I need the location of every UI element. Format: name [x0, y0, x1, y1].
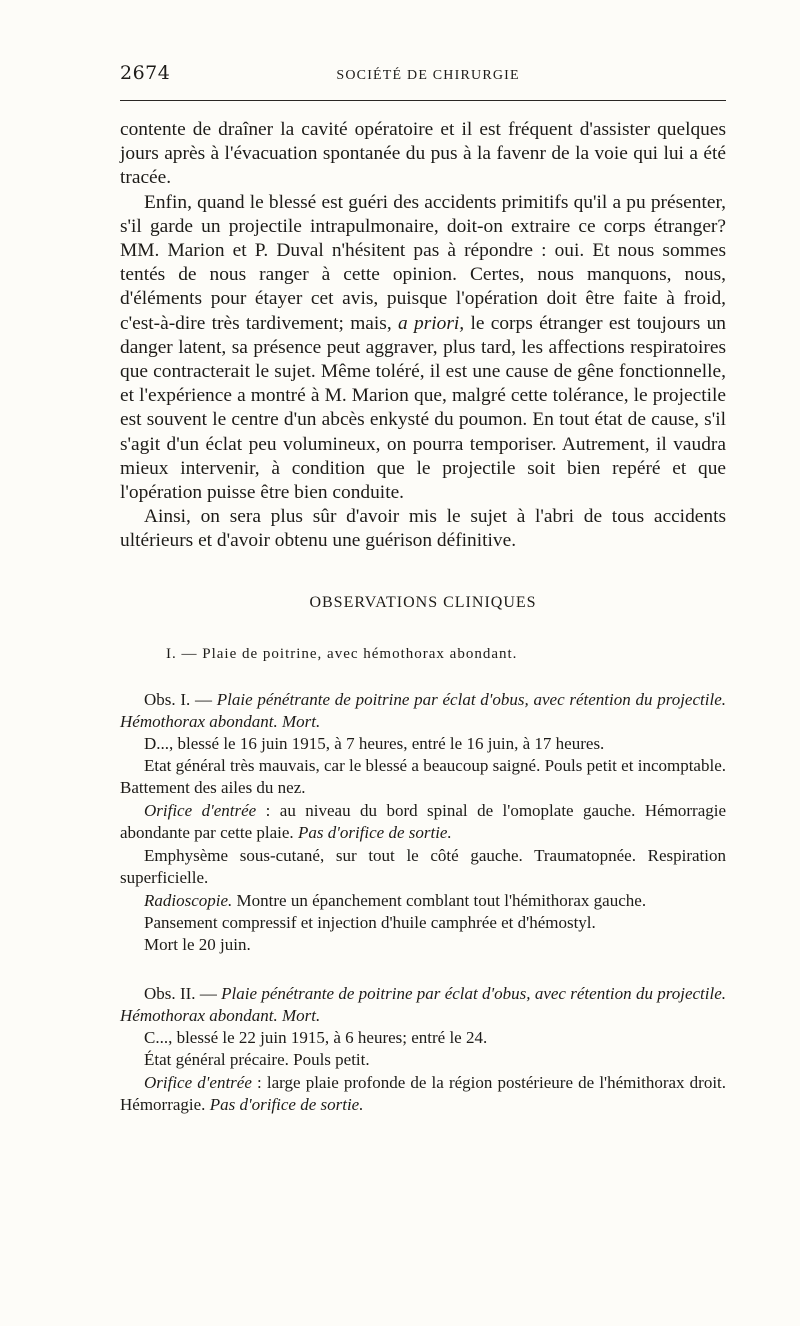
subsection-title: I. — Plaie de poitrine, avec hémothorax abondant.	[166, 645, 518, 662]
observation-2-heading	[120, 983, 726, 1027]
observation-1-radio-label: Radioscopie.	[144, 890, 233, 910]
observation-2-orifice-text: : large plaie profonde de la région postérieure de l'hémithorax droit. Hémorragie.	[120, 1072, 727, 1114]
observation-1-orifice	[120, 800, 726, 845]
a-priori-italic: a priori,	[398, 312, 465, 334]
observation-2-label: Obs. II. —	[144, 983, 217, 1003]
observation-2-line-2: État général précaire. Pouls petit.	[144, 1050, 370, 1070]
observation-1-orifice-label: Orifice d'entrée	[144, 800, 257, 820]
observation-1-heading	[120, 689, 726, 733]
observation-1-mort: Mort le 20 juin.	[144, 935, 251, 955]
paragraph-1: contente de draîner la cavité opératoire et il est fréquent d'assister quelques jours après à l'évacuation spontanée du pus à la favenr de la voie qui lui a été tracée.	[120, 119, 726, 189]
header-rule	[120, 100, 726, 101]
observation-1-pansement: Pansement compressif et injection d'huile camphrée et d'hémostyl.	[144, 912, 596, 932]
page-header	[120, 62, 726, 84]
paragraph-2	[120, 191, 726, 506]
paragraph-2-part-2: le corps étranger est toujours un danger latent, sa présence peut aggraver, plus tard, les affections respiratoires que contracterait le sujet. Même toléré, il est une cause de gêne fonctionnelle, et l'expérience a montré à M. Marion que, malgré cette tolérance, le projectile est souvent le centre d'un abcès enkysté du poumon. En tout état de cause, s'il s'agit d'un éclat peu volumineux, on pourra temporiser. Autrement, il vaudra mieux intervenir, à condition que le projectile soit bien repéré et que l'opération puisse être bien conduite.	[120, 312, 726, 504]
observation-1	[120, 689, 726, 957]
observation-2	[120, 983, 726, 1117]
observation-1-line-1: D..., blessé le 16 juin 1915, à 7 heures, entré le 16 juin, à 17 heures.	[144, 733, 605, 753]
observation-1-radio-text: Montre un épanchement comblant tout l'hémithorax gauche.	[236, 890, 647, 910]
observation-2-line-1: C..., blessé le 22 juin 1915, à 6 heures; entré le 24.	[144, 1027, 488, 1047]
section-title: OBSERVATIONS CLINIQUES	[309, 593, 537, 611]
observation-2-sortie: Pas d'orifice de sortie.	[209, 1094, 364, 1114]
observation-2-orifice-label: Orifice d'entrée	[144, 1072, 252, 1092]
observation-2-orifice	[120, 1072, 726, 1117]
observation-1-label: Obs. I. —	[144, 689, 213, 709]
observation-2-title: Plaie pénétrante de poitrine par éclat d'obus, avec rétention du projectile. Hémothorax abondant. Mort.	[120, 983, 727, 1025]
observation-1-title: Plaie pénétrante de poitrine par éclat d'obus, avec rétention du projectile. Hémothorax abondant. Mort.	[120, 689, 726, 731]
paragraph-2-part-1: Enfin, quand le blessé est guéri des accidents primitifs qu'il a pu présenter, s'il garde un projectile intrapulmonaire, doit-on extraire ce corps étranger? MM. Marion et P. Duval n'hésitent pas à répondre : oui. Et nous sommes tentés de nous ranger à cette opinion. Certes, nous manquons, nous, d'éléments pour étayer cet avis, puisque l'opération doit être faite à froid, c'est-à-dire très tardivement; mais,	[120, 191, 726, 334]
observation-1-emphyseme: Emphysème sous-cutané, sur tout le côté gauche. Traumatopnée. Respiration superficielle.	[120, 845, 726, 888]
paragraph-3: Ainsi, on sera plus sûr d'avoir mis le sujet à l'abri de tous accidents ultérieurs et d'avoir obtenu une guérison définitive.	[120, 506, 726, 552]
observation-1-sortie: Pas d'orifice de sortie.	[297, 823, 452, 843]
running-title: SOCIÉTÉ DE CHIRURGIE	[336, 68, 520, 83]
page-number: 2674	[120, 62, 171, 84]
observation-1-orifice-text: : au niveau du bord spinal de l'omoplate gauche. Hémorragie abondante par cette plaie.	[120, 800, 727, 843]
page-body	[120, 118, 726, 1116]
observation-1-radioscopie	[120, 890, 726, 912]
observation-1-line-2: Etat général très mauvais, car le blessé a beaucoup saigné. Pouls petit et incomptable. Battement des ailes du nez.	[120, 756, 726, 798]
